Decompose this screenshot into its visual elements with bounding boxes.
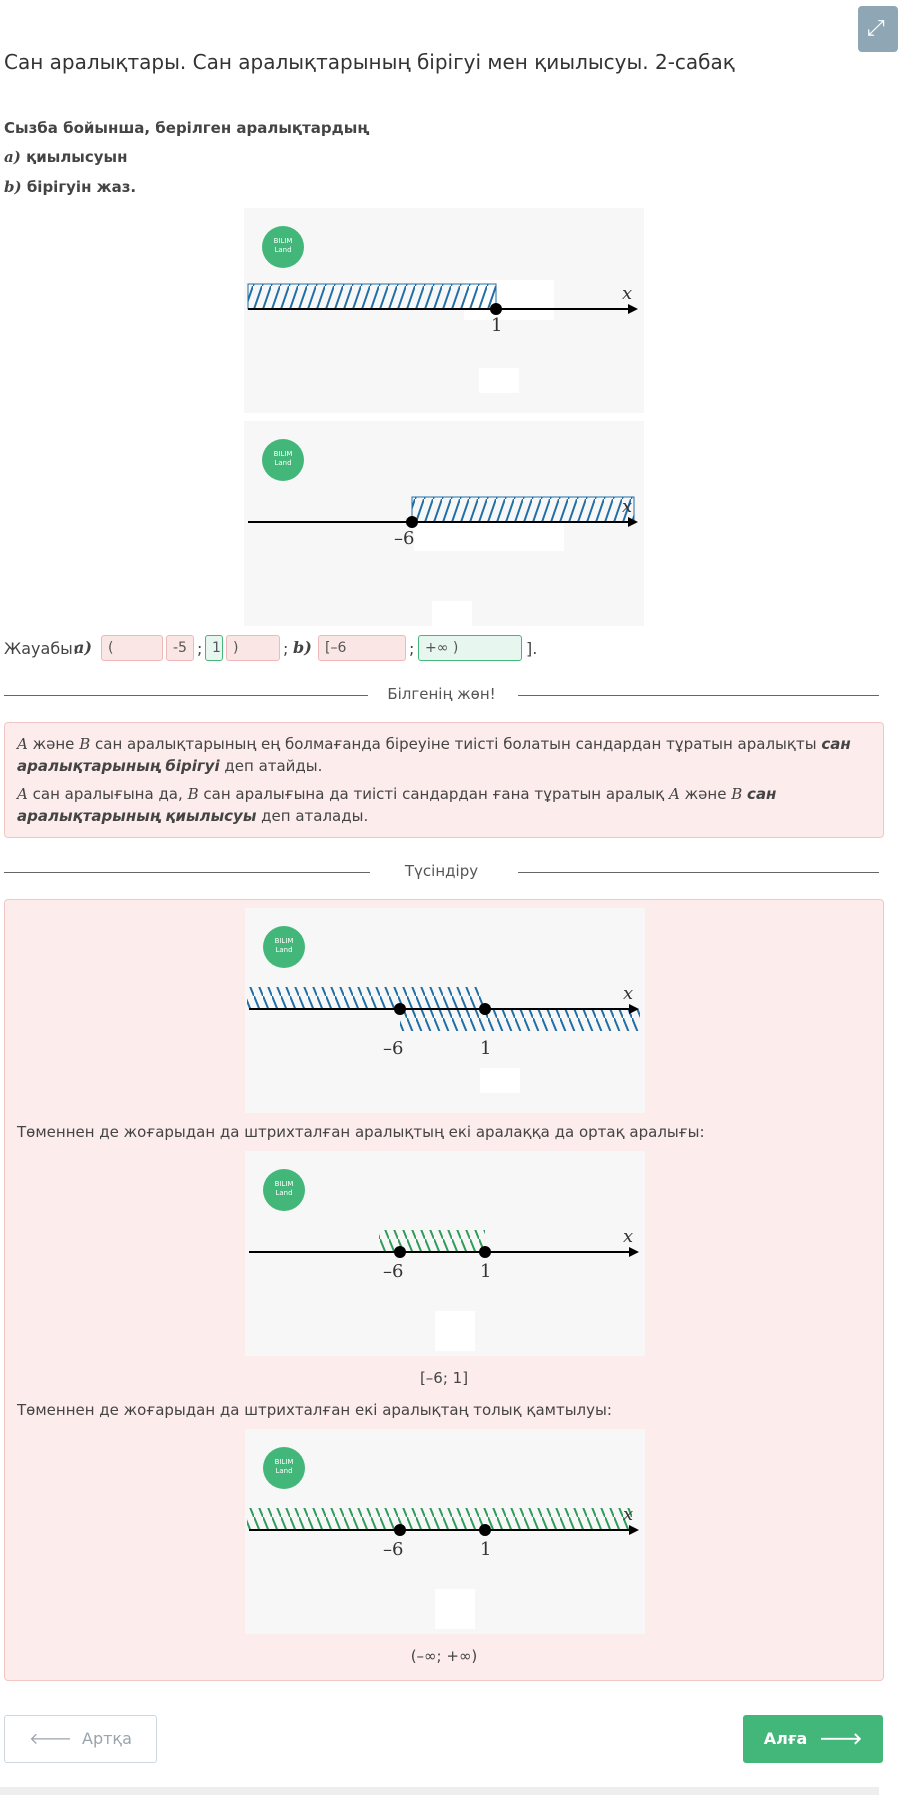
answer-separator: ; — [409, 639, 415, 658]
answer-end: ]. — [526, 639, 538, 658]
task-item-b: b) бірігуін жаз. — [4, 178, 137, 196]
answer-a-right-value[interactable]: 1 — [205, 635, 223, 661]
number-line-intersection — [245, 1151, 645, 1356]
bilimland-logo: BILIM Land — [263, 926, 305, 968]
answer-separator: ; — [197, 639, 203, 658]
page-title: Сан аралықтары. Сан аралықтарының бірігуі мен қиылысуы. 2-сабақ — [4, 50, 735, 74]
number-line-both — [245, 908, 645, 1113]
expand-icon: ⤢ — [867, 16, 885, 41]
union-description: Төменнен де жоғарыдан да штрихталған екі аралықтаң толық қамтылуы: — [17, 1401, 612, 1419]
figure-union — [245, 1429, 645, 1634]
answer-b-right[interactable]: +∞ ) — [418, 635, 522, 661]
task-item-a: a) қиылысуын — [4, 148, 128, 166]
info-intersection-definition: A сан аралығына да, B сан аралығына да тиісті сандардан ғана тұратын аралық A және B сан аралықтарының қиылысуы деп аталады. — [17, 785, 777, 825]
arrow-left-icon: 🡐 — [29, 1729, 72, 1748]
back-button[interactable]: 🡐 Артқа — [4, 1715, 157, 1763]
bilimland-logo: BILIM Land — [262, 439, 304, 481]
info-union-definition: A және B сан аралықтарының ең болмағанда біреуіне тиісті болатын сандардан тұратын аралықты сан аралықтарының бірігуі деп атайды. — [17, 735, 851, 775]
answer-marker-a: a) — [74, 638, 92, 657]
answer-separator: ; — [283, 639, 289, 658]
axis-label-x: x — [622, 496, 633, 517]
tick-label: –6 — [383, 1261, 404, 1282]
answer-b-left[interactable]: [–6 — [318, 635, 406, 661]
info-box — [4, 722, 884, 838]
point-label: 1 — [491, 315, 503, 336]
arrow-right-icon: 🡒 — [819, 1729, 863, 1748]
bilimland-logo: BILIM Land — [263, 1169, 305, 1211]
axis-label-x: x — [622, 283, 633, 304]
task-intro: Сызба бойынша, берілген аралықтардың — [4, 119, 370, 137]
answer-a-left-value[interactable]: -5 — [166, 635, 194, 661]
intersection-result: [–6; 1] — [419, 1369, 469, 1387]
tick-label: –6 — [383, 1539, 404, 1560]
axis-label-x: x — [623, 983, 634, 1004]
answer-a-open-bracket[interactable]: ( — [101, 635, 163, 661]
bilimland-logo: BILIM Land — [263, 1447, 305, 1489]
divider-label: Түсіндіру — [404, 862, 479, 880]
number-line-b — [244, 421, 644, 626]
intersection-description: Төменнен де жоғарыдан да штрихталған аралықтың екі аралаққа да ортақ аралығы: — [17, 1123, 705, 1141]
tick-label: –6 — [383, 1038, 404, 1059]
tick-label: 1 — [480, 1539, 492, 1560]
axis-label-x: x — [623, 1504, 634, 1525]
answer-prefix: Жауабы: — [4, 639, 79, 658]
fullscreen-button[interactable] — [858, 6, 898, 52]
tick-label: 1 — [480, 1261, 492, 1282]
next-button[interactable]: Алға 🡒 — [743, 1715, 883, 1763]
answer-a-close-bracket[interactable]: ) — [226, 635, 280, 661]
footer-bar — [0, 1787, 879, 1795]
divider-explanation — [4, 862, 879, 882]
divider-label: Білгенің жөн! — [387, 685, 496, 703]
answer-row — [4, 635, 879, 663]
tick-label: 1 — [480, 1038, 492, 1059]
explanation-box — [4, 899, 884, 1681]
bilimland-logo: BILIM Land — [262, 226, 304, 268]
union-result: (–∞; +∞) — [410, 1647, 478, 1665]
figure-interval-a — [244, 208, 644, 413]
axis-label-x: x — [623, 1226, 634, 1247]
figure-interval-b — [244, 421, 644, 626]
number-line-a — [244, 208, 644, 413]
point-label: –6 — [394, 528, 415, 549]
figure-intersection — [245, 1151, 645, 1356]
number-line-union — [245, 1429, 645, 1634]
figure-both-intervals — [245, 908, 645, 1113]
answer-marker-b: b) — [293, 638, 312, 657]
divider-know — [4, 685, 879, 705]
